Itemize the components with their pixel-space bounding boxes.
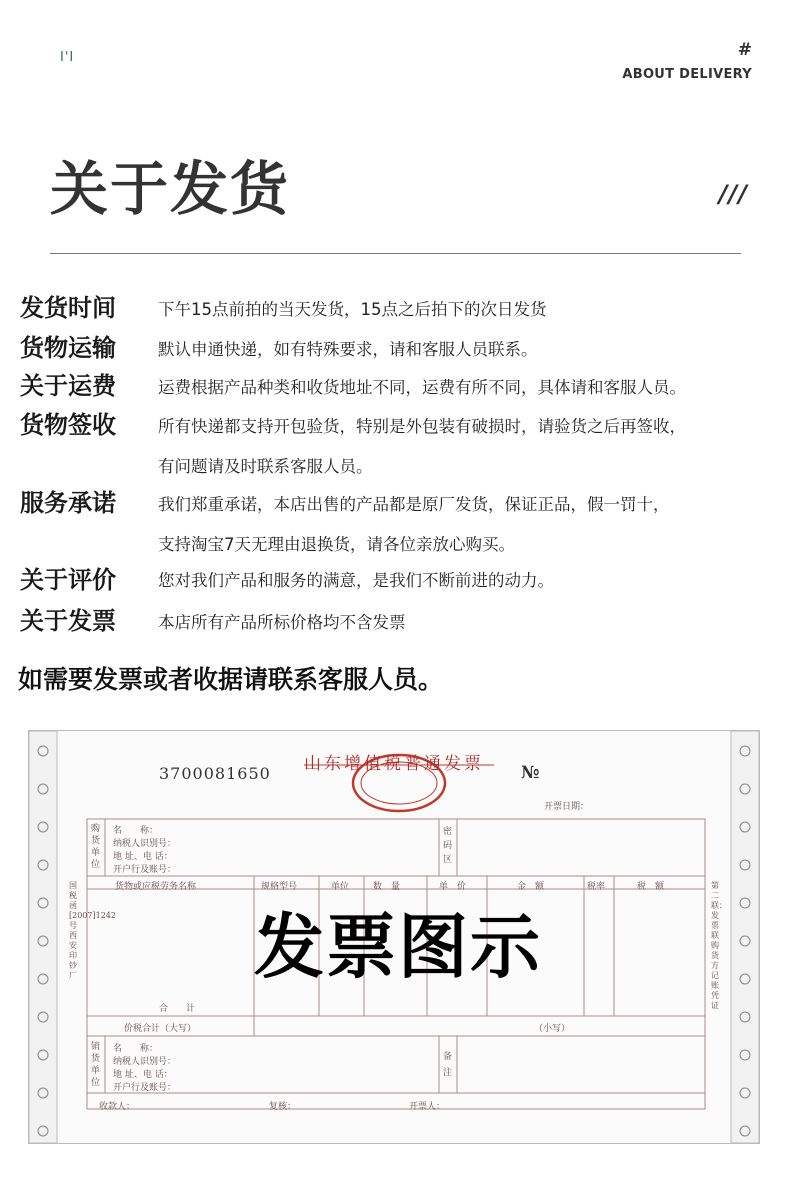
- info-text: 运费根据产品种类和收货地址不同，运费有所不同，具体请和客服人员。: [158, 378, 686, 397]
- invoice-code: 3700081650: [159, 764, 271, 783]
- invoice-seller-taxid: 纳税人识别号：: [113, 1057, 177, 1067]
- invoice-seller-bank: 开户行及账号：: [113, 1083, 177, 1093]
- invoice-issuer: 开票人：: [409, 1102, 446, 1112]
- invoice-total-label: 合 计: [159, 1004, 196, 1014]
- invoice-seller-address: 地 址、电 话：: [113, 1070, 173, 1080]
- invoice-side-left: 国税函[2007]1242号西安印钞厂: [69, 881, 116, 980]
- info-label: 服务承诺: [20, 489, 116, 517]
- invoice-password-area: 密码区: [443, 827, 453, 865]
- invoice-col-amount: 金 额: [517, 882, 545, 892]
- info-text: 我们郑重承诺，本店出售的产品都是原厂发货，保证正品，假一罚十，: [158, 495, 670, 514]
- invoice-col-spec: 规格型号: [261, 882, 298, 892]
- info-label: 关于评价: [20, 566, 116, 594]
- invoice-col-unit: 单位: [331, 882, 350, 892]
- invoice-image: [28, 730, 760, 1144]
- info-text: 您对我们产品和服务的满意，是我们不断前进的动力。: [158, 571, 554, 590]
- invoice-col-qty: 数 量: [373, 882, 401, 892]
- invoice-payee: 收款人：: [99, 1102, 136, 1112]
- info-text-line2: 支持淘宝7天无理由退换货，请各位亲放心购买。: [158, 535, 515, 554]
- invoice-col-tax: 税 额: [637, 882, 665, 892]
- invoice-side-right: 第二联：发票联 购货方记账凭证: [711, 881, 727, 1010]
- invoice-buyer-bank: 开户行及账号：: [113, 865, 177, 875]
- invoice-reviewer: 复核：: [269, 1102, 297, 1112]
- info-text: 默认申通快递，如有特殊要求，请和客服人员联系。: [158, 340, 538, 359]
- info-text: 所有快递都支持开包验货，特别是外包装有破损时，请验货之后再签收，: [158, 417, 686, 436]
- info-label: 发货时间: [20, 294, 116, 322]
- invoice-no-symbol: №: [521, 763, 540, 783]
- invoice-tax-total-label: 价税合计（大写）: [124, 1024, 197, 1034]
- invoice-seller-side: 销货单位: [91, 1042, 101, 1088]
- info-text: 本店所有产品所标价格均不含发票: [158, 613, 406, 632]
- invoice-col-rate: 税率: [587, 882, 606, 892]
- invoice-col-price: 单 价: [439, 882, 467, 892]
- hash-mark: #: [737, 40, 752, 60]
- invoice-overlay-caption: 发票图示: [254, 906, 542, 988]
- invoice-seller-name: 名 称：: [113, 1044, 159, 1054]
- invoice-title: 山东增值税普通发票: [304, 754, 484, 774]
- invoice-small-label: （小写）: [534, 1024, 571, 1034]
- page-title: 关于发货: [50, 155, 291, 223]
- invoice-buyer-side: 购货单位: [91, 824, 101, 870]
- info-text-line2: 有问题请及时联系客服人员。: [158, 457, 373, 476]
- invoice-buyer-address: 地 址、电 话：: [113, 852, 173, 862]
- info-label: 关于发票: [20, 607, 116, 635]
- info-label: 关于运费: [20, 372, 116, 400]
- invoice-buyer-name: 名 称：: [113, 826, 159, 836]
- invoice-remark-area: 备注: [443, 1052, 453, 1078]
- top-mark: I'I: [60, 50, 75, 65]
- info-label: 货物签收: [20, 411, 116, 439]
- invoice-date-label: 开票日期：: [544, 802, 590, 812]
- invoice-buyer-taxid: 纳税人识别号：: [113, 839, 177, 849]
- section-subtitle: ABOUT DELIVERY: [622, 67, 752, 82]
- info-text: 下午15点前拍的当天发货，15点之后拍下的次日发货: [158, 300, 547, 319]
- info-label: 货物运输: [20, 334, 116, 362]
- decorative-slashes: ///: [718, 180, 748, 208]
- divider: [50, 253, 741, 254]
- invoice-col-goods: 货物或应税劳务名称: [115, 882, 197, 892]
- invoice-notice: 如需要发票或者收据请联系客服人员。: [18, 665, 444, 694]
